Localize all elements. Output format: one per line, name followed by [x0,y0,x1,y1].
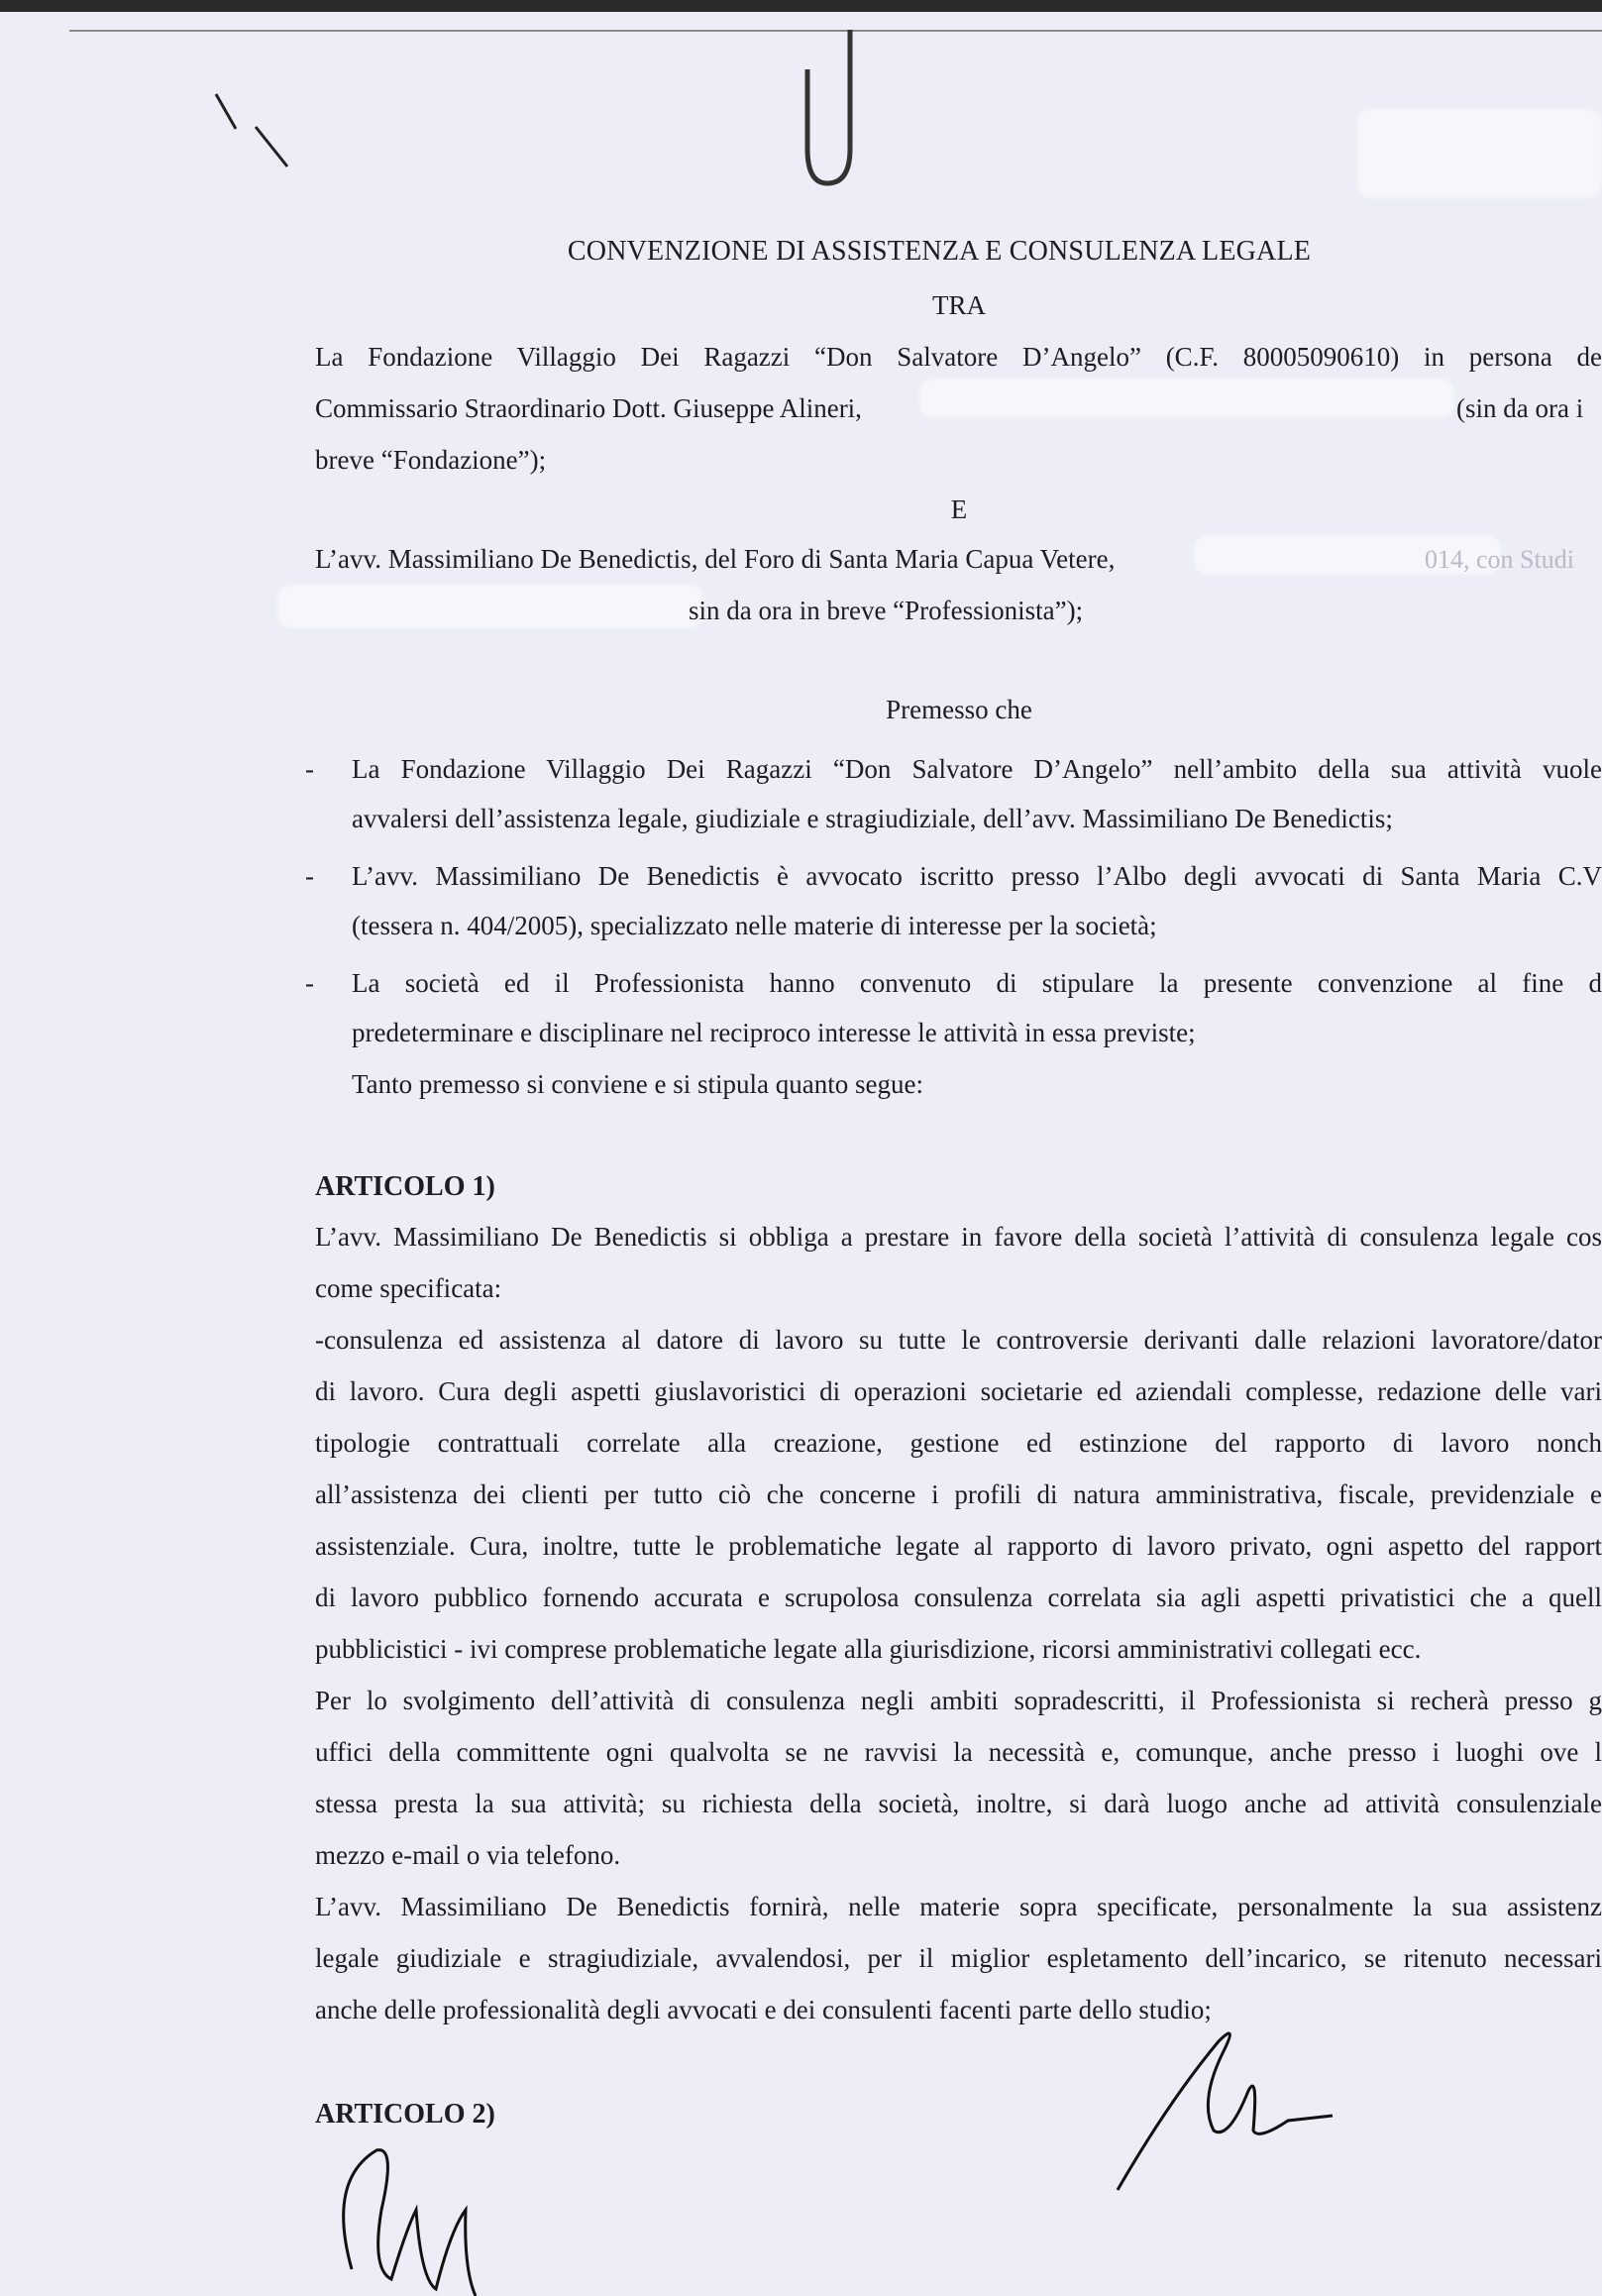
premessa-bullet: - [305,861,314,891]
party1-line2b: (sin da ora i [1456,393,1584,423]
premessa-bullet: - [305,968,314,998]
party2-line2: sin da ora in breve “Professionista”); [689,596,1084,625]
articolo-1-heading: ARTICOLO 1) [315,1171,495,1202]
articolo-2-heading: ARTICOLO 2) [315,2099,495,2130]
premessa-2-line1: L’avv. Massimiliano De Benedictis è avvocato iscritto presso l’Albo degli avvocati di Santa Maria C.V [352,861,1602,891]
document-title: CONVENZIONE DI ASSISTENZA E CONSULENZA LEGALE [567,236,1312,267]
e-label: E [950,494,968,524]
articolo-1-line: anche delle professionalità degli avvocati e dei consulenti facenti parte dello studio; [315,1995,1212,2024]
tanto-premesso: Tanto premesso si conviene e si stipula quanto segue: [352,1069,923,1099]
party2-line1b: 014, con Studi [1425,545,1574,574]
articolo-1-line: L’avv. Massimiliano De Benedictis si obbliga a prestare in favore della società l’attività di consulenza legale cos [315,1222,1602,1252]
premessa-1-line1: La Fondazione Villaggio Dei Ragazzi “Don Salvatore D’Angelo” nell’ambito della sua attività vuole [352,754,1602,784]
premessa-3-line2: predeterminare e disciplinare nel reciproco interesse le attività in essa previste; [352,1018,1196,1047]
premesso-heading: Premesso che [886,695,1032,724]
articolo-1-line: di lavoro pubblico fornendo accurata e scrupolosa consulenza correlata sia agli aspetti privatistici che a quell [315,1583,1602,1612]
articolo-1-line: come specificata: [315,1273,502,1303]
articolo-1-line: -consulenza ed assistenza al datore di lavoro su tutte le controversie derivanti dalle relazioni lavoratore/dator [315,1325,1602,1355]
articolo-1-line: assistenziale. Cura, inoltre, tutte le problematiche legate al rapporto di lavoro privato, ogni aspetto del rapport [315,1531,1602,1561]
party1-line3: breve “Fondazione”); [315,445,547,475]
articolo-1-line: mezzo e-mail o via telefono. [315,1840,621,1870]
articolo-1-line: L’avv. Massimiliano De Benedictis fornirà, nelle materie sopra specificate, personalmente la sua assistenz [315,1892,1602,1921]
premessa-2-line2: (tessera n. 404/2005), specializzato nelle materie di interesse per la società; [352,911,1157,940]
party1-line2a: Commissario Straordinario Dott. Giuseppe Alineri, [315,393,862,423]
premessa-bullet: - [305,754,314,784]
premessa-3-line1: La società ed il Professionista hanno convenuto di stipulare la presente convenzione al fine d [352,968,1602,998]
articolo-1-line: all’assistenza dei clienti per tutto ciò che concerne i profili di natura amministrativa, fiscale, previdenziale e [315,1479,1602,1509]
tra-label: TRA [932,290,986,320]
articolo-1-line: stessa presta la sua attività; su richiesta della società, inoltre, si darà luogo anche ad attività consulenziale [315,1789,1602,1818]
premessa-1-line2: avvalersi dell’assistenza legale, giudiziale e stragiudiziale, dell’avv. Massimiliano De Benedictis; [352,804,1393,833]
articolo-1-line: Per lo svolgimento dell’attività di consulenza negli ambiti sopradescritti, il Professionista si recherà presso g [315,1686,1602,1715]
articolo-1-line: pubblicistici - ivi comprese problematiche legate alla giurisdizione, ricorsi amministrativi collegati ecc. [315,1634,1422,1664]
articolo-1-line: di lavoro. Cura degli aspetti giuslavoristici di operazioni societarie ed aziendali complesse, redazione delle vari [315,1376,1602,1406]
articolo-1-line: legale giudiziale e stragiudiziale, avvalendosi, per il miglior espletamento dell’incarico, se ritenuto necessari [315,1943,1602,1973]
articolo-1-line: tipologie contrattuali correlate alla creazione, gestione ed estinzione del rapporto di lavoro nonch [315,1428,1602,1458]
articolo-1-line: uffici della committente ogni qualvolta se ne ravvisi la necessità e, comunque, anche presso i luoghi ove l [315,1737,1602,1767]
party1-line1: La Fondazione Villaggio Dei Ragazzi “Don Salvatore D’Angelo” (C.F. 80005090610) in persona de [315,342,1602,372]
party2-line1a: L’avv. Massimiliano De Benedictis, del Foro di Santa Maria Capua Vetere, [315,544,1116,574]
